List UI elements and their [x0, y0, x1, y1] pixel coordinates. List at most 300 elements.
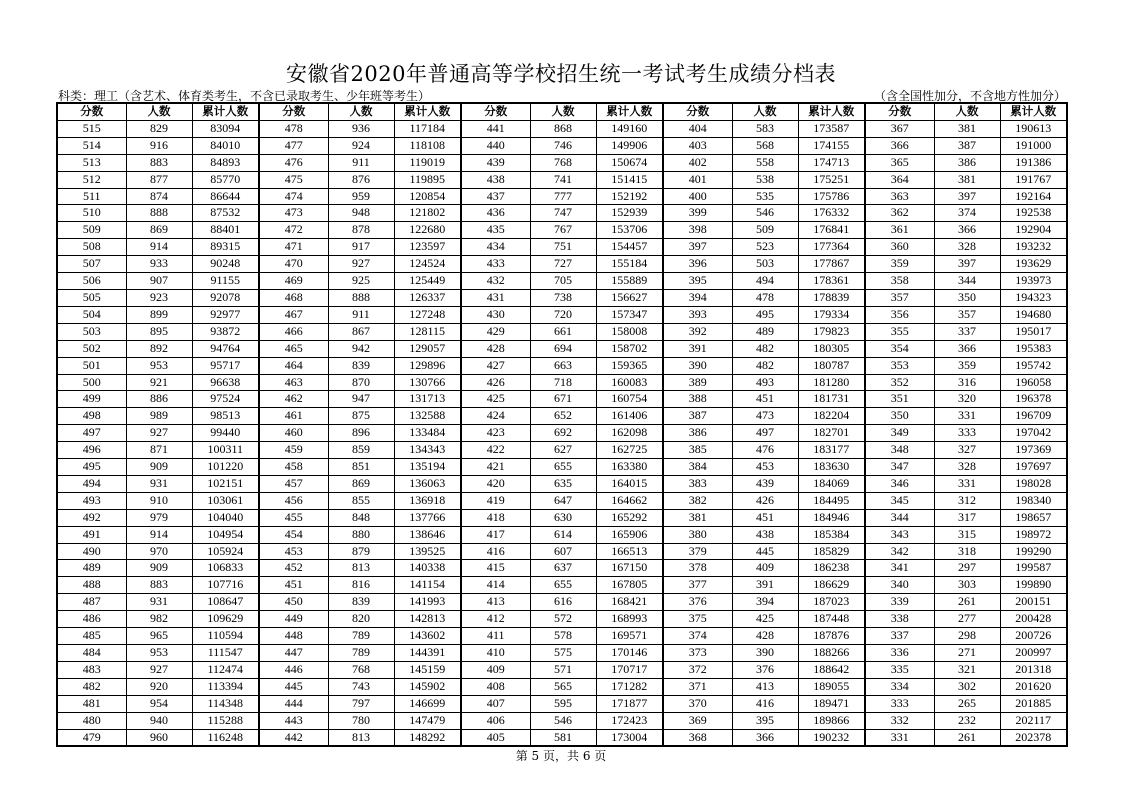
- table-row: [57, 543, 1067, 560]
- table-cell: 162098: [596, 425, 663, 442]
- table-cell: 192538: [1000, 205, 1067, 222]
- table-cell: 578: [530, 628, 596, 645]
- table-cell: 451: [732, 391, 798, 408]
- table-cell: 892: [126, 340, 192, 357]
- table-cell: 196058: [1000, 374, 1067, 391]
- table-cell: 186238: [798, 560, 865, 577]
- table-cell: 360: [865, 239, 934, 256]
- table-cell: 95717: [192, 357, 259, 374]
- table-cell: 350: [865, 408, 934, 425]
- table-cell: 178361: [798, 273, 865, 290]
- table-cell: 498: [57, 408, 126, 425]
- table-cell: 92977: [192, 306, 259, 323]
- table-cell: 370: [663, 695, 732, 712]
- table-cell: 179334: [798, 306, 865, 323]
- table-cell: 197369: [1000, 442, 1067, 459]
- table-cell: 777: [530, 188, 596, 205]
- table-cell: 489: [732, 323, 798, 340]
- table-cell: 98513: [192, 408, 259, 425]
- table-cell: 328: [934, 459, 1000, 476]
- table-cell: 476: [259, 154, 328, 171]
- table-cell: 126337: [394, 289, 461, 306]
- table-cell: 402: [663, 154, 732, 171]
- table-cell: 479: [57, 729, 126, 746]
- table-cell: 368: [663, 729, 732, 746]
- table-cell: 583: [732, 120, 798, 137]
- table-cell: 927: [126, 661, 192, 678]
- table-cell: 105924: [192, 543, 259, 560]
- table-cell: 738: [530, 289, 596, 306]
- table-cell: 423: [461, 425, 530, 442]
- table-cell: 407: [461, 695, 530, 712]
- table-cell: 514: [57, 137, 126, 154]
- table-cell: 486: [57, 611, 126, 628]
- table-cell: 494: [732, 273, 798, 290]
- table-cell: 538: [732, 171, 798, 188]
- table-cell: 855: [328, 492, 394, 509]
- table-row: [57, 171, 1067, 188]
- table-cell: 491: [57, 526, 126, 543]
- table-cell: 705: [530, 273, 596, 290]
- table-cell: 148292: [394, 729, 461, 746]
- table-cell: 445: [259, 678, 328, 695]
- table-cell: 923: [126, 289, 192, 306]
- table-cell: 478: [259, 120, 328, 137]
- table-cell: 505: [57, 289, 126, 306]
- table-row: [57, 611, 1067, 628]
- table-cell: 468: [259, 289, 328, 306]
- table-cell: 195017: [1000, 323, 1067, 340]
- table-cell: 445: [732, 543, 798, 560]
- table-cell: 340: [865, 577, 934, 594]
- table-cell: 129057: [394, 340, 461, 357]
- table-cell: 497: [57, 425, 126, 442]
- table-cell: 359: [934, 357, 1000, 374]
- table-cell: 113394: [192, 678, 259, 695]
- table-cell: 336: [865, 645, 934, 662]
- table-cell: 408: [461, 678, 530, 695]
- table-cell: 482: [57, 678, 126, 695]
- table-cell: 979: [126, 509, 192, 526]
- table-cell: 191767: [1000, 171, 1067, 188]
- table-cell: 87532: [192, 205, 259, 222]
- table-cell: 403: [663, 137, 732, 154]
- table-cell: 374: [934, 205, 1000, 222]
- table-cell: 460: [259, 425, 328, 442]
- table-cell: 173587: [798, 120, 865, 137]
- table-cell: 512: [57, 171, 126, 188]
- table-cell: 492: [57, 509, 126, 526]
- table-cell: 347: [865, 459, 934, 476]
- table-row: [57, 222, 1067, 239]
- table-cell: 437: [461, 188, 530, 205]
- table-cell: 504: [57, 306, 126, 323]
- table-cell: 331: [865, 729, 934, 746]
- table-row: [57, 408, 1067, 425]
- table-cell: 125449: [394, 273, 461, 290]
- table-cell: 155889: [596, 273, 663, 290]
- table-row: [57, 459, 1067, 476]
- table-cell: 391: [732, 577, 798, 594]
- table-cell: 907: [126, 273, 192, 290]
- table-cell: 503: [57, 323, 126, 340]
- table-cell: 523: [732, 239, 798, 256]
- table-cell: 104040: [192, 509, 259, 526]
- table-cell: 879: [328, 543, 394, 560]
- table-cell: 175251: [798, 171, 865, 188]
- table-cell: 989: [126, 408, 192, 425]
- table-cell: 129896: [394, 357, 461, 374]
- table-row: [57, 442, 1067, 459]
- table-cell: 386: [663, 425, 732, 442]
- table-cell: 362: [865, 205, 934, 222]
- table-cell: 327: [934, 442, 1000, 459]
- table-cell: 446: [259, 661, 328, 678]
- table-cell: 160083: [596, 374, 663, 391]
- table-cell: 883: [126, 154, 192, 171]
- table-cell: 489: [57, 560, 126, 577]
- table-cell: 159365: [596, 357, 663, 374]
- table-cell: 193973: [1000, 273, 1067, 290]
- table-cell: 302: [934, 678, 1000, 695]
- page-footer: 第 5 页，共 6 页: [515, 749, 607, 763]
- table-cell: 138646: [394, 526, 461, 543]
- table-row: [57, 357, 1067, 374]
- column-header: 累计人数: [798, 103, 865, 120]
- table-cell: 352: [865, 374, 934, 391]
- table-cell: 169571: [596, 628, 663, 645]
- table-cell: 428: [461, 340, 530, 357]
- table-cell: 187448: [798, 611, 865, 628]
- table-row: [57, 560, 1067, 577]
- table-cell: 471: [259, 239, 328, 256]
- table-cell: 508: [57, 239, 126, 256]
- table-cell: 361: [865, 222, 934, 239]
- table-cell: 473: [732, 408, 798, 425]
- table-cell: 155184: [596, 256, 663, 273]
- column-header: 人数: [530, 103, 596, 120]
- table-cell: 198028: [1000, 475, 1067, 492]
- table-cell: 813: [328, 560, 394, 577]
- table-cell: 369: [663, 712, 732, 729]
- table-cell: 436: [461, 205, 530, 222]
- table-cell: 483: [57, 661, 126, 678]
- table-cell: 128115: [394, 323, 461, 340]
- table-cell: 177867: [798, 256, 865, 273]
- table-cell: 93872: [192, 323, 259, 340]
- table-cell: 364: [865, 171, 934, 188]
- table-cell: 189471: [798, 695, 865, 712]
- table-cell: 637: [530, 560, 596, 577]
- table-cell: 181731: [798, 391, 865, 408]
- table-cell: 965: [126, 628, 192, 645]
- table-cell: 199587: [1000, 560, 1067, 577]
- table-cell: 925: [328, 273, 394, 290]
- table-cell: 187023: [798, 594, 865, 611]
- column-header: 人数: [126, 103, 192, 120]
- table-cell: 337: [865, 628, 934, 645]
- table-cell: 200151: [1000, 594, 1067, 611]
- table-cell: 386: [934, 154, 1000, 171]
- table-cell: 367: [865, 120, 934, 137]
- table-cell: 768: [328, 661, 394, 678]
- table-cell: 655: [530, 577, 596, 594]
- table-cell: 869: [328, 475, 394, 492]
- table-cell: 106833: [192, 560, 259, 577]
- table-cell: 546: [530, 712, 596, 729]
- table-cell: 867: [328, 323, 394, 340]
- table-cell: 174155: [798, 137, 865, 154]
- table-cell: 142813: [394, 611, 461, 628]
- table-cell: 507: [57, 256, 126, 273]
- table-cell: 184069: [798, 475, 865, 492]
- column-header: 人数: [934, 103, 1000, 120]
- table-cell: 342: [865, 543, 934, 560]
- table-cell: 358: [865, 273, 934, 290]
- table-cell: 451: [732, 509, 798, 526]
- table-cell: 829: [126, 120, 192, 137]
- table-cell: 111547: [192, 645, 259, 662]
- table-cell: 461: [259, 408, 328, 425]
- table-cell: 317: [934, 509, 1000, 526]
- table-cell: 130766: [394, 374, 461, 391]
- table-cell: 201318: [1000, 661, 1067, 678]
- table-cell: 767: [530, 222, 596, 239]
- table-cell: 875: [328, 408, 394, 425]
- table-cell: 443: [259, 712, 328, 729]
- table-cell: 115288: [192, 712, 259, 729]
- table-cell: 954: [126, 695, 192, 712]
- table-cell: 112474: [192, 661, 259, 678]
- table-cell: 162725: [596, 442, 663, 459]
- table-cell: 338: [865, 611, 934, 628]
- table-cell: 397: [934, 256, 1000, 273]
- table-cell: 927: [126, 425, 192, 442]
- table-cell: 571: [530, 661, 596, 678]
- table-cell: 168421: [596, 594, 663, 611]
- table-cell: 382: [663, 492, 732, 509]
- table-cell: 391: [663, 340, 732, 357]
- table-cell: 513: [57, 154, 126, 171]
- table-cell: 149160: [596, 120, 663, 137]
- table-cell: 117184: [394, 120, 461, 137]
- table-row: [57, 137, 1067, 154]
- table-row: [57, 661, 1067, 678]
- table-cell: 454: [259, 526, 328, 543]
- table-cell: 414: [461, 577, 530, 594]
- table-cell: 496: [57, 442, 126, 459]
- table-cell: 158702: [596, 340, 663, 357]
- table-cell: 426: [461, 374, 530, 391]
- table-cell: 198340: [1000, 492, 1067, 509]
- table-cell: 348: [865, 442, 934, 459]
- table-cell: 933: [126, 256, 192, 273]
- table-cell: 438: [732, 526, 798, 543]
- table-cell: 158008: [596, 323, 663, 340]
- table-cell: 876: [328, 171, 394, 188]
- table-cell: 485: [57, 628, 126, 645]
- table-cell: 86644: [192, 188, 259, 205]
- table-cell: 931: [126, 475, 192, 492]
- table-cell: 201620: [1000, 678, 1067, 695]
- table-cell: 921: [126, 374, 192, 391]
- table-cell: 193232: [1000, 239, 1067, 256]
- table-cell: 469: [259, 273, 328, 290]
- table-cell: 839: [328, 357, 394, 374]
- table-cell: 502: [57, 340, 126, 357]
- table-cell: 394: [732, 594, 798, 611]
- table-cell: 453: [259, 543, 328, 560]
- table-cell: 179823: [798, 323, 865, 340]
- table-cell: 195742: [1000, 357, 1067, 374]
- table-cell: 333: [934, 425, 1000, 442]
- table-cell: 917: [328, 239, 394, 256]
- table-cell: 416: [732, 695, 798, 712]
- table-cell: 96638: [192, 374, 259, 391]
- table-cell: 197042: [1000, 425, 1067, 442]
- table-cell: 616: [530, 594, 596, 611]
- table-cell: 381: [934, 120, 1000, 137]
- table-cell: 410: [461, 645, 530, 662]
- table-row: [57, 678, 1067, 695]
- table-cell: 136063: [394, 475, 461, 492]
- table-cell: 472: [259, 222, 328, 239]
- table-cell: 194680: [1000, 306, 1067, 323]
- table-cell: 100311: [192, 442, 259, 459]
- table-cell: 172423: [596, 712, 663, 729]
- table-cell: 173004: [596, 729, 663, 746]
- table-cell: 397: [663, 239, 732, 256]
- table-cell: 490: [57, 543, 126, 560]
- table-cell: 277: [934, 611, 1000, 628]
- table-cell: 420: [461, 475, 530, 492]
- page-title: 安徽省2020年普通高等学校招生统一考试考生成绩分档表: [286, 62, 836, 86]
- table-cell: 475: [259, 171, 328, 188]
- table-cell: 335: [865, 661, 934, 678]
- table-cell: 655: [530, 459, 596, 476]
- table-row: [57, 374, 1067, 391]
- table-cell: 102151: [192, 475, 259, 492]
- table-cell: 435: [461, 222, 530, 239]
- table-cell: 344: [934, 273, 1000, 290]
- table-cell: 768: [530, 154, 596, 171]
- table-cell: 110594: [192, 628, 259, 645]
- table-cell: 353: [865, 357, 934, 374]
- table-cell: 366: [732, 729, 798, 746]
- table-cell: 575: [530, 645, 596, 662]
- table-cell: 118108: [394, 137, 461, 154]
- column-header: 人数: [732, 103, 798, 120]
- table-cell: 101220: [192, 459, 259, 476]
- table-cell: 400: [663, 188, 732, 205]
- column-header: 分数: [259, 103, 328, 120]
- table-cell: 470: [259, 256, 328, 273]
- table-cell: 139525: [394, 543, 461, 560]
- table-cell: 404: [663, 120, 732, 137]
- table-cell: 647: [530, 492, 596, 509]
- table-cell: 134343: [394, 442, 461, 459]
- table-cell: 501: [57, 357, 126, 374]
- table-cell: 940: [126, 712, 192, 729]
- table-cell: 145902: [394, 678, 461, 695]
- table-cell: 942: [328, 340, 394, 357]
- table-cell: 171282: [596, 678, 663, 695]
- table-cell: 911: [328, 154, 394, 171]
- table-cell: 333: [865, 695, 934, 712]
- table-cell: 146699: [394, 695, 461, 712]
- table-cell: 349: [865, 425, 934, 442]
- table-cell: 880: [328, 526, 394, 543]
- table-cell: 477: [259, 137, 328, 154]
- table-cell: 135194: [394, 459, 461, 476]
- table-cell: 196709: [1000, 408, 1067, 425]
- table-cell: 89315: [192, 239, 259, 256]
- table-cell: 482: [732, 340, 798, 357]
- table-cell: 741: [530, 171, 596, 188]
- table-cell: 565: [530, 678, 596, 695]
- table-cell: 931: [126, 594, 192, 611]
- table-cell: 191000: [1000, 137, 1067, 154]
- table-cell: 409: [732, 560, 798, 577]
- table-cell: 184495: [798, 492, 865, 509]
- table-cell: 467: [259, 306, 328, 323]
- table-cell: 910: [126, 492, 192, 509]
- table-cell: 453: [732, 459, 798, 476]
- table-cell: 870: [328, 374, 394, 391]
- table-cell: 727: [530, 256, 596, 273]
- table-cell: 140338: [394, 560, 461, 577]
- table-row: [57, 695, 1067, 712]
- table-cell: 428: [732, 628, 798, 645]
- table-cell: 473: [259, 205, 328, 222]
- table-cell: 419: [461, 492, 530, 509]
- table-cell: 899: [126, 306, 192, 323]
- table-cell: 265: [934, 695, 1000, 712]
- table-cell: 482: [732, 357, 798, 374]
- table-cell: 406: [461, 712, 530, 729]
- table-cell: 466: [259, 323, 328, 340]
- table-cell: 143602: [394, 628, 461, 645]
- table-cell: 152939: [596, 205, 663, 222]
- table-cell: 153706: [596, 222, 663, 239]
- table-cell: 874: [126, 188, 192, 205]
- table-row: [57, 188, 1067, 205]
- table-cell: 355: [865, 323, 934, 340]
- table-cell: 441: [461, 120, 530, 137]
- table-cell: 914: [126, 526, 192, 543]
- table-cell: 195383: [1000, 340, 1067, 357]
- table-row: [57, 577, 1067, 594]
- table-row: [57, 256, 1067, 273]
- table-cell: 388: [663, 391, 732, 408]
- table-cell: 405: [461, 729, 530, 746]
- table-cell: 780: [328, 712, 394, 729]
- table-cell: 877: [126, 171, 192, 188]
- table-cell: 201885: [1000, 695, 1067, 712]
- table-cell: 116248: [192, 729, 259, 746]
- table-cell: 331: [934, 475, 1000, 492]
- table-cell: 415: [461, 560, 530, 577]
- table-cell: 161406: [596, 408, 663, 425]
- table-cell: 421: [461, 459, 530, 476]
- table-cell: 422: [461, 442, 530, 459]
- table-row: [57, 712, 1067, 729]
- table-cell: 535: [732, 188, 798, 205]
- table-cell: 200997: [1000, 645, 1067, 662]
- table-cell: 924: [328, 137, 394, 154]
- table-cell: 947: [328, 391, 394, 408]
- table-cell: 416: [461, 543, 530, 560]
